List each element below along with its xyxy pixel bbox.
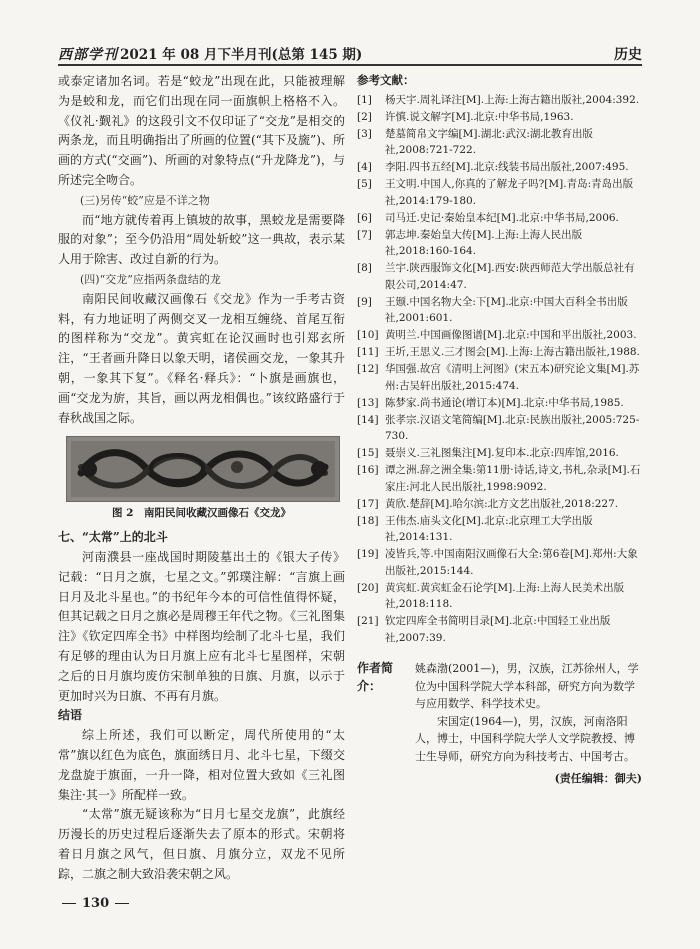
reference-item [357,344,642,361]
reference-text: 凌皆兵,等.中国南阳汉画像石大全:第6卷[M].郑州:大象出版社,2015:144. [385,548,638,577]
reference-number: [17] [357,497,379,510]
section-label: 历史 [614,47,642,63]
author-label: 作者简介： [357,661,394,693]
paragraph-5: 综上所述，我们可以断定，周代所使用的“太常”旗以红色为底色，旗面绣日月、北斗七星，下缀交龙盘旋于旗面，一升一降，相对位置大致如《三礼图集注·其一》所配样一致。 [58,728,345,802]
dragon-relief-figure [66,436,340,502]
reference-number: [9] [357,295,372,308]
reference-text: 黄明兰.中国画像图谱[M].北京:中国和平出版社,2003. [385,329,637,341]
reference-item [357,294,642,327]
paragraph-1: 或泰定诸加名词。若是“蛟龙”出现在此，只能被理解为是蛟和龙，而它们出现在同一面旗帜上格格不入。《仪礼·觐礼》的这段引文不仅印证了“交龙”是相交的两条龙，而且明确指出了所画的位置(“其下及旒”)、所画的方式(“交画”)、所画的对象特点(“升龙降龙”)，与所述完全吻合。 [58,74,345,187]
page-number-value: 130 [82,896,110,911]
reference-text: 陈梦家.尚书通论(增订本)[M].北京:中华书局,1985. [385,396,624,409]
subsection-3-heading: (三)另传“蛟”应是不详之物 [80,193,210,207]
reference-text: 钦定四库全书简明目录[M].北京:中国轻工业出版社,2007:39. [385,615,611,644]
reference-number: [10] [357,329,379,341]
reference-list [357,92,642,647]
journal-title [58,43,362,64]
figure-caption: 图 2 南阳民间收藏汉画像石《交龙》 [112,507,291,520]
reference-text: 华国强.故宫《清明上河图》(宋五本)研究论文集[M].苏州:古吴轩出版社,2015:474. [385,363,640,392]
reference-number: [13] [357,396,379,409]
reference-number: [18] [357,514,379,527]
reference-item [357,210,642,227]
reference-text: 司马迁.史记·秦始皇本纪[M].北京:中华书局,2006. [385,211,619,224]
reference-item [357,580,642,613]
page-number [62,896,129,911]
author-1: 姚森渤(2001—)，男，汉族，江苏徐州人，学位为中国科学院大学本科部，研究方向为数学与应用数学、科学技术史。 [415,662,639,710]
author-bio [357,660,642,765]
reference-text: 张孝宗.汉语文笔简编[M].北京:民族出版社,2005:725-730. [385,413,640,442]
reference-number: [3] [357,127,372,140]
paragraph-3: 南阳民间收藏汉画像石《交龙》作为一手考古资料，有力地证明了两侧交叉一龙相互缠绕、首尾互衔的图样称为“交龙”。黄宾虹在论汉画时也引郑玄所注，“王者画升降日以象天明，诸侯画交龙，一象其升朝，一象其下复”。《释名·释兵》：“卜旗是画旗也，画“交龙为旂，其旨，画以两龙相偶也。”该纹路盛行于春秋战国之际。 [58,291,345,425]
reference-item [357,126,642,159]
reference-number: [21] [357,615,379,627]
right-column [357,72,642,788]
reference-item [357,361,642,394]
references-title: 参考文献： [357,73,415,87]
reference-item [357,92,642,109]
reference-number: [5] [357,178,372,190]
reference-text: 杨天宇.周礼译注[M].上海:上海古籍出版社,2004:392. [385,93,640,106]
reference-item [357,109,642,126]
reference-text: 谭之洲.辞之洲全集:第11册·诗话,诗文,书札,杂录[M].石家庄:河北人民出版社,1998:9092. [385,464,641,493]
reference-number: [1] [357,93,372,106]
dragon-relief-image [67,437,339,501]
reference-number: [20] [357,581,379,594]
reference-item [357,327,642,344]
reference-number: [8] [357,262,372,274]
subsection-4-heading: (四)“交龙”应指两条盘结的龙 [80,272,221,286]
responsible-editor: (责任编辑：御夫) [554,772,642,785]
reference-item [357,462,642,495]
reference-text: 许慎.说文解字[M].北京:中华书局,1963. [385,110,574,123]
reference-text: 聂崇义.三礼图集注[M].复印本.北京:四库馆,2016. [385,447,619,459]
reference-text: 黄欣.楚辞[M].哈尔滨:北方文艺出版社,2018:227. [385,497,619,510]
reference-item [357,159,642,176]
reference-item [357,613,642,646]
reference-number: [11] [357,346,379,358]
reference-number: [16] [357,464,379,476]
reference-item [357,176,642,209]
left-column [58,72,345,884]
reference-number: [7] [357,228,372,241]
reference-number: [19] [357,548,379,560]
paragraph-4: 河南濮县一座战国时期陵墓出土的《银大子传》记载：“日月之旗，七星之文。”郭璞注解：“言旗上画日月及北斗星也。”的书纪年今本的可信性值得怀疑，但其记载之日月之旗必是周穆王年代之物。《三礼图集注》《钦定四库全书》中样图均绘制了北斗七星，我们有足够的理由认为日月旗上应有北斗七星图样，宋朝之后的日月旗均废仿宋制单独的日旗、月旗，以示于更加时兴为日旗、不再有月旗。 [58,549,345,703]
reference-item [357,496,642,513]
reference-number: [15] [357,447,379,459]
reference-number: [12] [357,363,379,375]
author-2: 宋国定(1964—)，男，汉族，河南洛阳人，博士，中国科学院大学人文学院教授、博士生导师，研究方向为科技考古、中国考古。 [415,714,635,763]
paragraph-6: “太常”旗无疑该称为“日月七星交龙旗”，此旗经历漫长的历史过程后逐渐失去了原本的形式。宋朝将着日月旗之风气，但日旗、月旗分立，双龙不见所踪，二旗之制大致沿袭宋朝之风。 [58,807,345,881]
reference-text: 楚墓简帛文字编[M].湖北:武汉:湖北教育出版社,2008:721-722. [385,127,593,156]
reference-item [357,227,642,260]
reference-number: [2] [357,110,372,123]
reference-text: 兰宇.陕西服饰文化[M].西安:陕西师范大学出版总社有限公司,2014:47. [385,262,635,291]
reference-item [357,445,642,462]
reference-text: 王圻,王思义.三才图会[M].上海:上海古籍出版社,1988. [385,346,640,358]
reference-text: 李阳.四书五经[M].北京:线装书局出版社,2007:495. [385,161,629,173]
reference-item [357,260,642,293]
paragraph-2: 而“地方就传着再上镇坡的故事，黑蛟龙是需要降服的对象”；至今仍沿用“周处斩蛟”这一典故，表示某人用于除害、改过自新的行为。 [58,212,345,267]
reference-item [357,513,642,546]
reference-text: 王文明.中国人,你真的了解龙子吗?[M].青岛:青岛出版社,2014:179-180. [385,178,634,207]
reference-item [357,412,642,445]
page-header [58,44,642,66]
section-7-heading: 七、“太常”上的北斗 [58,530,168,545]
reference-item [357,395,642,412]
conclusion-heading: 结语 [58,708,83,723]
journal-logo: 西部学刊 [58,47,118,63]
reference-number: [4] [357,161,372,173]
reference-text: 王颋.中国名物大全:下[M].北京:中国大百科全书出版社,2001:601. [385,295,628,324]
reference-number: [6] [357,211,372,224]
reference-item [357,546,642,579]
reference-text: 黄宾虹.黄宾虹金石论学[M].上海:上海人民美术出版社,2018:118. [385,581,625,610]
issue-info: 2021 年 08 月下半月刊(总第 145 期) [120,47,363,63]
reference-text: 郭志坤.秦始皇大传[M].上海:上海人民出版社,2018:160-164. [385,228,583,257]
reference-text: 王伟杰.庙头文化[M].北京:北京理工大学出版社,2014:131. [385,514,593,543]
reference-number: [14] [357,413,379,426]
